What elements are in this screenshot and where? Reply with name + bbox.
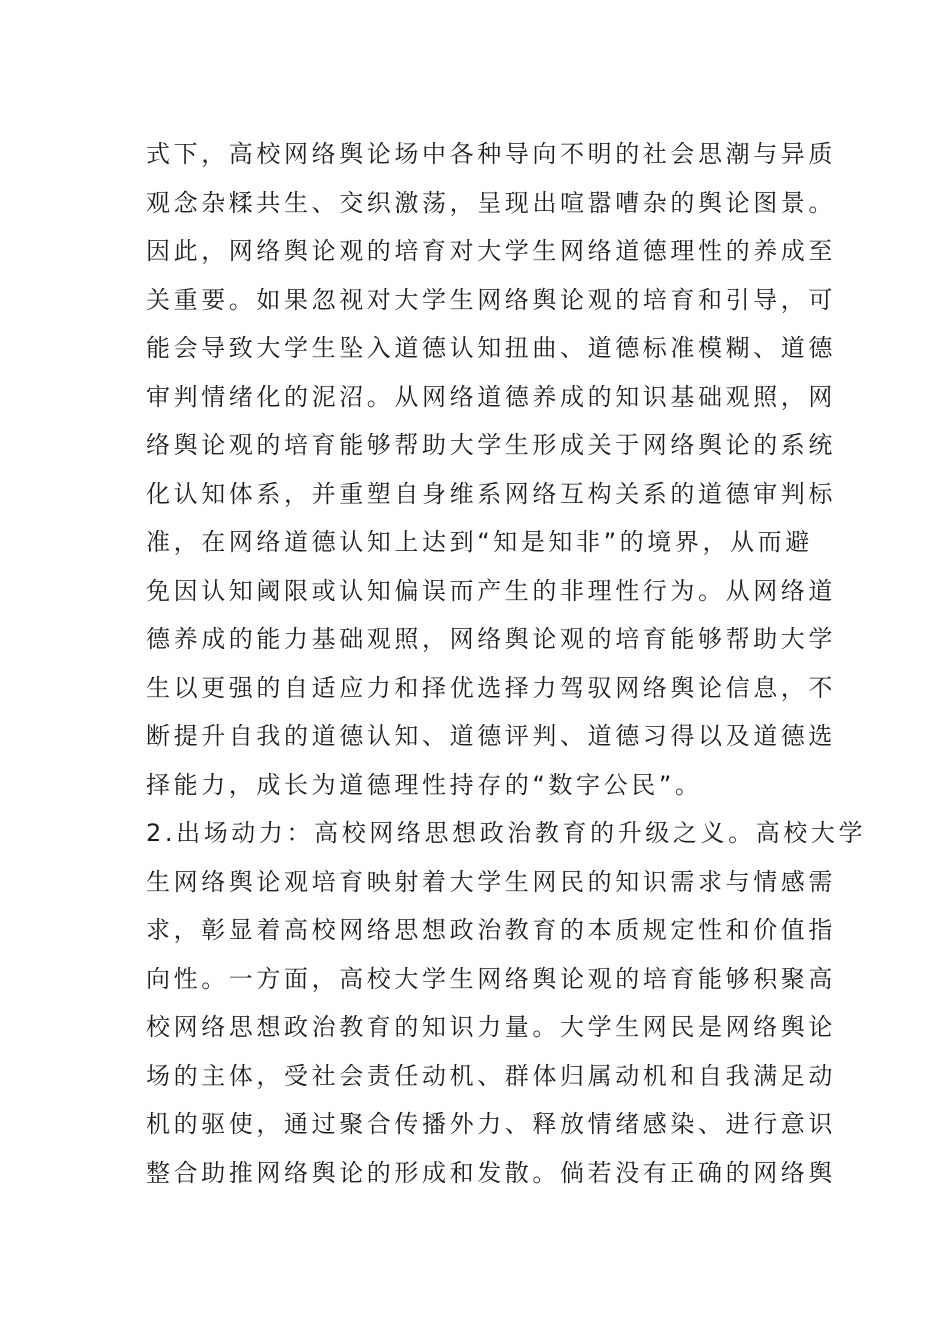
text-line: 能会导致大学生坠入道德认知扭曲、道德标准模糊、道德 (146, 334, 836, 362)
text-line: 校网络思想政治教育的知识力量。大学生网民是网络舆论 (146, 1013, 836, 1041)
text-line: 向性。一方面，高校大学生网络舆论观的培育能够积聚高 (146, 964, 836, 993)
text-line: 审判情绪化的泥沼。从网络道德养成的知识基础观照，网 (146, 382, 836, 411)
text-line: 准，在网络道德认知上达到“知是知非”的境界，从而避 (146, 528, 813, 556)
text-line: 择能力，成长为道德理性持存的“数字公民”。 (146, 770, 703, 799)
text-line: 观念杂糅共生、交织激荡，呈现出喧嚣嘈杂的舆论图景。 (146, 188, 836, 217)
text-line: 络舆论观的培育能够帮助大学生形成关于网络舆论的系统 (146, 431, 836, 459)
section-heading-line: 2.出场动力：高校网络思想政治教育的升级之义。高校大学 (146, 819, 867, 847)
text-line: 免因认知阈限或认知偏误而产生的非理性行为。从网络道 (146, 576, 836, 605)
body-text (146, 130, 867, 1197)
text-line: 关重要。如果忽视对大学生网络舆论观的培育和引导，可 (146, 285, 836, 314)
text-line: 德养成的能力基础观照，网络舆论观的培育能够帮助大学 (146, 625, 836, 653)
text-line: 断提升自我的道德认知、道德评判、道德习得以及道德选 (146, 722, 836, 750)
text-line: 整合助推网络舆论的形成和发散。倘若没有正确的网络舆 (146, 1158, 836, 1187)
text-line: 式下，高校网络舆论场中各种导向不明的社会思潮与异质 (146, 140, 836, 168)
text-line: 化认知体系，并重塑自身维系网络互构关系的道德审判标 (146, 479, 836, 508)
text-line: 生网络舆论观培育映射着大学生网民的知识需求与情感需 (146, 867, 836, 896)
text-line: 因此，网络舆论观的培育对大学生网络道德理性的养成至 (146, 237, 836, 265)
text-line: 生以更强的自适应力和择优选择力驾驭网络舆论信息，不 (146, 673, 836, 702)
text-line: 场的主体，受社会责任动机、群体归属动机和自我满足动 (146, 1061, 836, 1090)
text-line: 机的驱使，通过聚合传播外力、释放情绪感染、进行意识 (146, 1110, 836, 1138)
text-line: 求，彰显着高校网络思想政治教育的本质规定性和价值指 (146, 916, 836, 944)
